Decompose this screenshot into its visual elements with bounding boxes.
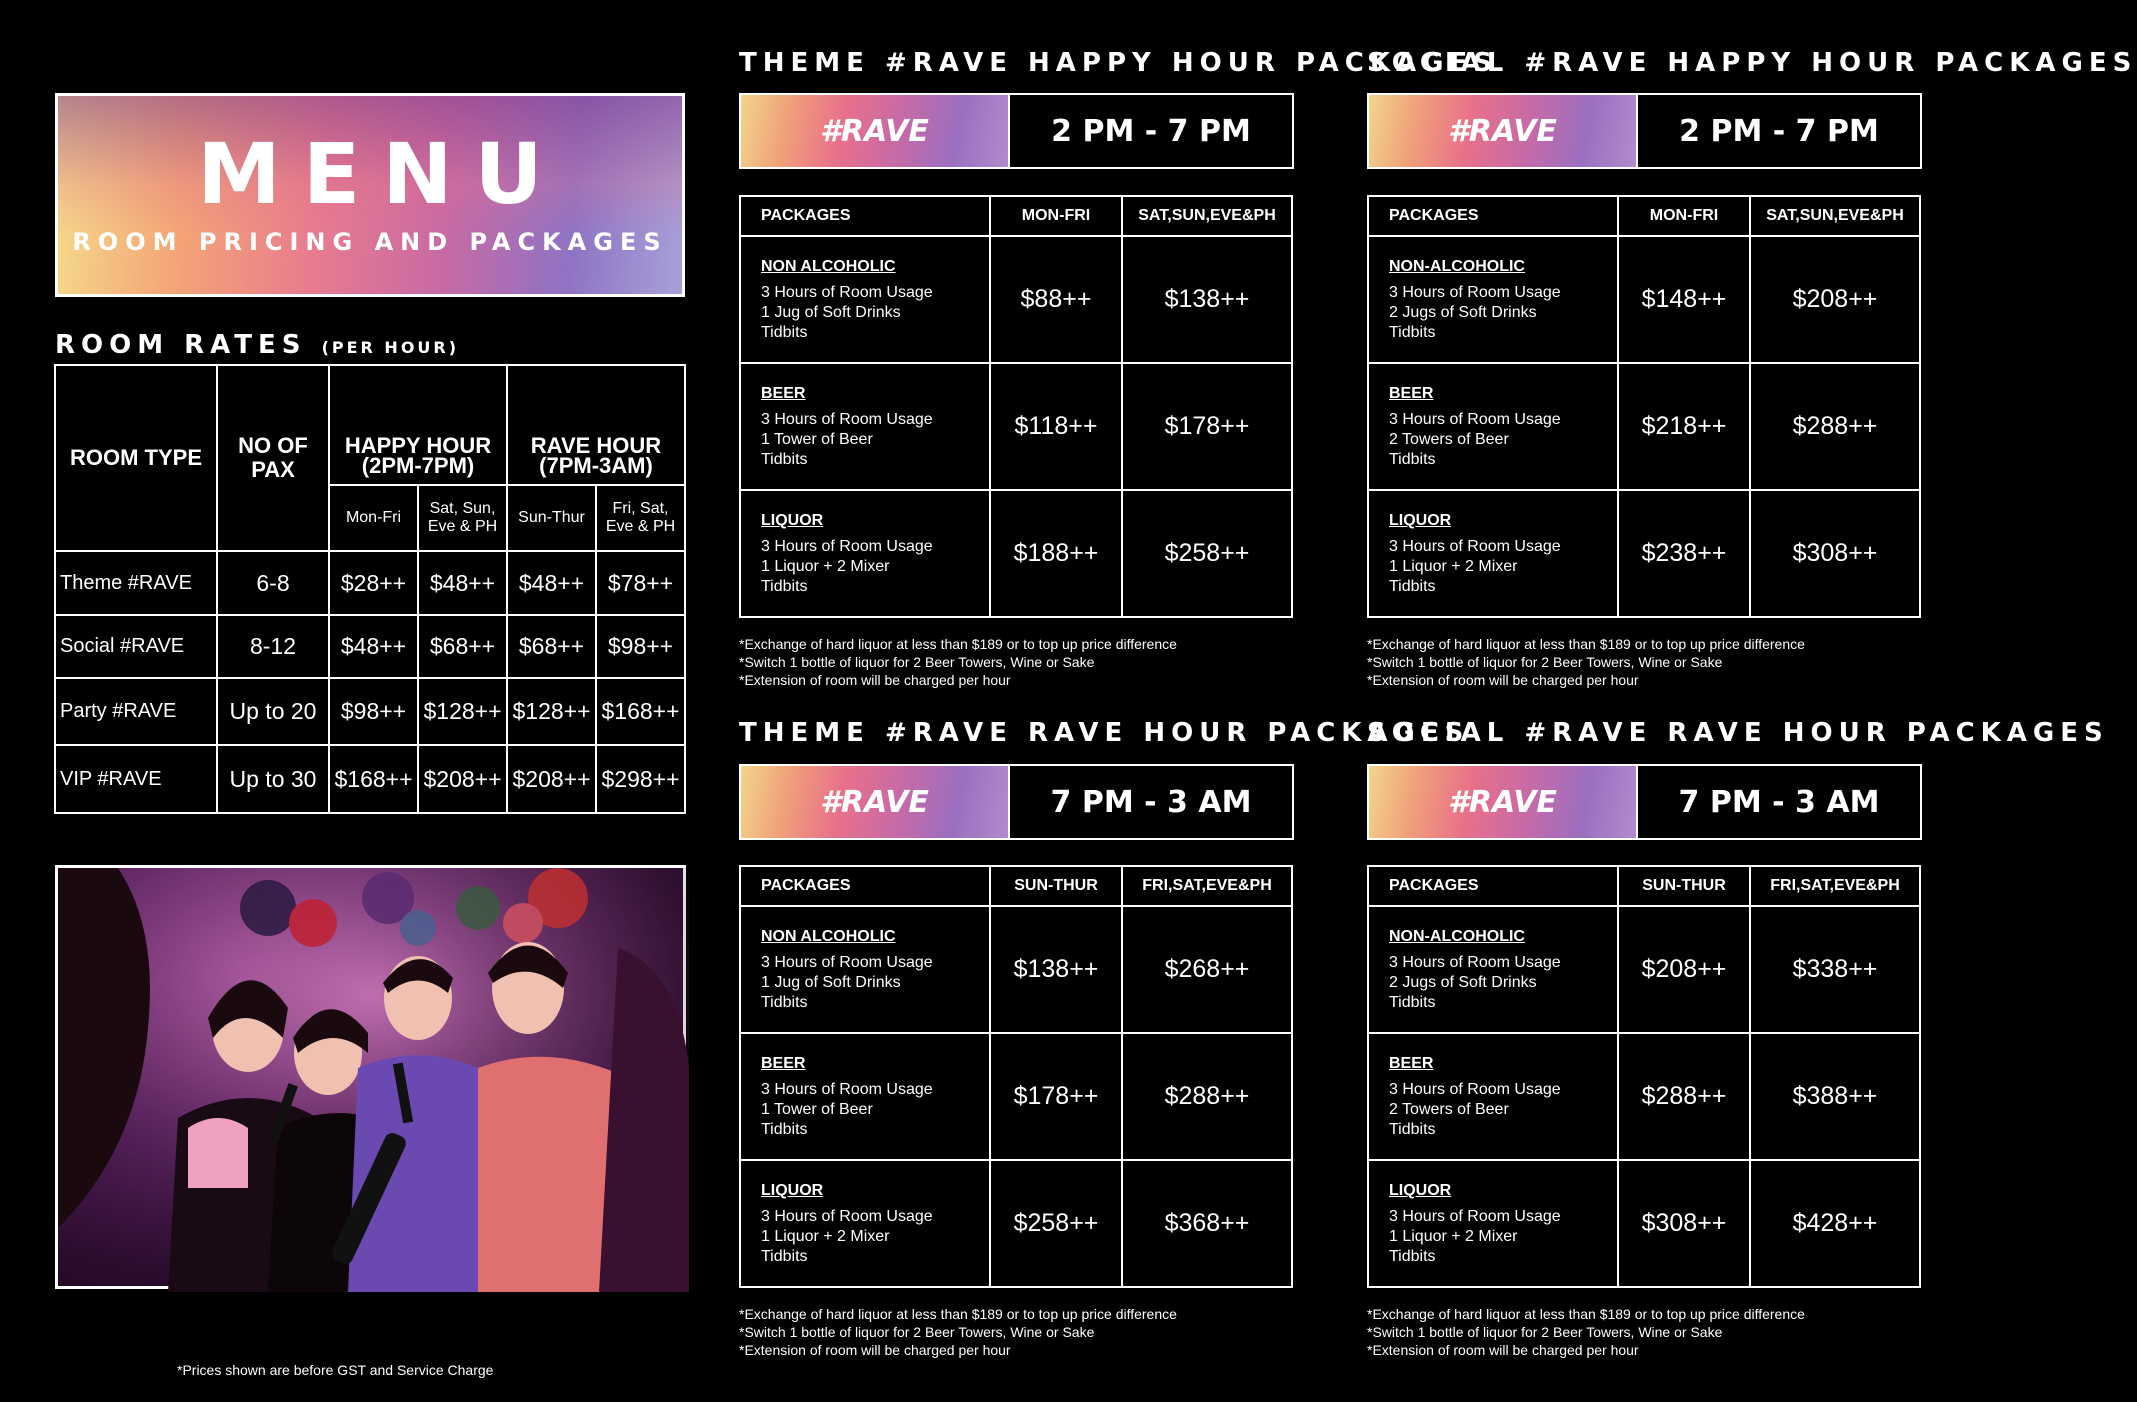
weekday-price: $238++ <box>1618 490 1750 617</box>
package-line: Tidbits <box>1389 323 1436 341</box>
package-row <box>1368 906 1920 1033</box>
package-row <box>740 490 1292 617</box>
header-weekend: FRI,SAT,EVE&PH <box>1122 866 1292 906</box>
package-heading: SOCIAL #RAVE HAPPY HOUR PACKAGES <box>1367 48 2137 78</box>
menu-banner <box>55 93 685 297</box>
package-notes <box>1367 635 1805 689</box>
package-description <box>740 1033 990 1160</box>
package-category: BEER <box>761 1054 806 1072</box>
room-rates-heading <box>55 330 459 360</box>
package-category: NON ALCOHOLIC <box>761 927 896 945</box>
package-line: Tidbits <box>1389 450 1436 468</box>
package-description <box>740 906 990 1033</box>
rave-tag: #RAVE <box>741 95 1008 167</box>
package-line: 3 Hours of Room Usage <box>1389 537 1561 555</box>
package-line: Tidbits <box>761 577 808 595</box>
package-line: 3 Hours of Room Usage <box>1389 283 1561 301</box>
room-rates-table <box>54 364 686 814</box>
rave-hour-weekend-price: $98++ <box>596 615 685 678</box>
weekend-price: $288++ <box>1122 1033 1292 1160</box>
sub-sat-sun: Sat, Sun, Eve & PH <box>418 485 507 551</box>
weekend-price: $428++ <box>1750 1160 1920 1287</box>
package-note: *Extension of room will be charged per hour <box>1367 1342 1639 1358</box>
package-description <box>1368 1160 1618 1287</box>
time-banner <box>1367 93 1922 169</box>
package-note: *Extension of room will be charged per hour <box>739 1342 1011 1358</box>
happy-hour-weekend-price: $48++ <box>418 551 507 615</box>
sub-sun-thur: Sun-Thur <box>507 485 596 551</box>
header-packages: PACKAGES <box>740 866 990 906</box>
header-room-type: ROOM TYPE <box>55 365 217 551</box>
package-line: Tidbits <box>761 450 808 468</box>
room-rate-row <box>55 745 685 813</box>
weekend-price: $268++ <box>1122 906 1292 1033</box>
package-description <box>1368 906 1618 1033</box>
package-line: 3 Hours of Room Usage <box>761 537 933 555</box>
header-weekday: MON-FRI <box>990 196 1122 236</box>
time-range: 7 PM - 3 AM <box>1008 766 1292 838</box>
package-line: Tidbits <box>761 993 808 1011</box>
package-line: 2 Jugs of Soft Drinks <box>1389 973 1537 991</box>
weekday-price: $178++ <box>990 1033 1122 1160</box>
rave-hour-weekend-price: $168++ <box>596 678 685 745</box>
package-description <box>1368 1033 1618 1160</box>
package-row <box>740 236 1292 363</box>
weekend-price: $338++ <box>1750 906 1920 1033</box>
package-notes <box>1367 1305 1805 1359</box>
package-note: *Exchange of hard liquor at less than $189 or to top up price difference <box>739 1306 1177 1322</box>
package-note: *Extension of room will be charged per hour <box>1367 672 1639 688</box>
package-line: Tidbits <box>1389 1120 1436 1138</box>
package-line: 3 Hours of Room Usage <box>1389 1207 1561 1225</box>
package-line: 3 Hours of Room Usage <box>761 953 933 971</box>
pax-cell: 8-12 <box>217 615 329 678</box>
room-rates-note: (PER HOUR) <box>321 338 460 357</box>
room-type-cell: Theme #RAVE <box>55 551 217 615</box>
weekday-price: $258++ <box>990 1160 1122 1287</box>
happy-hour-weekend-price: $208++ <box>418 745 507 813</box>
weekend-price: $368++ <box>1122 1160 1292 1287</box>
room-rates-title: ROOM RATES <box>55 330 307 360</box>
package-note: *Exchange of hard liquor at less than $189 or to top up price difference <box>1367 1306 1805 1322</box>
package-line: 2 Jugs of Soft Drinks <box>1389 303 1537 321</box>
header-weekday: MON-FRI <box>1618 196 1750 236</box>
package-line: 3 Hours of Room Usage <box>761 410 933 428</box>
package-line: 2 Towers of Beer <box>1389 1100 1509 1118</box>
package-row <box>740 363 1292 490</box>
package-line: Tidbits <box>761 323 808 341</box>
package-line: 1 Jug of Soft Drinks <box>761 303 901 321</box>
header-pax: NO OF PAX <box>217 365 329 551</box>
room-type-cell: VIP #RAVE <box>55 745 217 813</box>
pax-cell: Up to 30 <box>217 745 329 813</box>
rave-hour-weekday-price: $208++ <box>507 745 596 813</box>
happy-hour-weekday-price: $28++ <box>329 551 418 615</box>
package-heading: THEME #RAVE HAPPY HOUR PACKAGES <box>739 48 1498 78</box>
weekday-price: $138++ <box>990 906 1122 1033</box>
package-description <box>740 236 990 363</box>
package-category: NON-ALCOHOLIC <box>1389 927 1525 945</box>
happy-hour-weekday-price: $168++ <box>329 745 418 813</box>
weekend-price: $178++ <box>1122 363 1292 490</box>
package-row <box>1368 1033 1920 1160</box>
package-line: 1 Jug of Soft Drinks <box>761 973 901 991</box>
rave-hour-label: RAVE HOUR <box>530 433 662 458</box>
time-range: 2 PM - 7 PM <box>1636 95 1920 167</box>
package-line: 1 Tower of Beer <box>761 430 873 448</box>
package-line: 3 Hours of Room Usage <box>761 1207 933 1225</box>
package-line: 1 Tower of Beer <box>761 1100 873 1118</box>
room-type-cell: Social #RAVE <box>55 615 217 678</box>
package-note: *Switch 1 bottle of liquor for 2 Beer Towers, Wine or Sake <box>1367 1324 1723 1340</box>
package-category: BEER <box>1389 1054 1434 1072</box>
happy-hour-weekday-price: $48++ <box>329 615 418 678</box>
package-category: LIQUOR <box>761 1181 824 1199</box>
price-footnote: *Prices shown are before GST and Service Charge <box>177 1362 494 1378</box>
karaoke-photo-illustration <box>58 868 689 1292</box>
package-note: *Exchange of hard liquor at less than $189 or to top up price difference <box>739 636 1177 652</box>
package-row <box>1368 236 1920 363</box>
weekday-price: $88++ <box>990 236 1122 363</box>
weekend-price: $308++ <box>1750 490 1920 617</box>
package-row <box>740 906 1292 1033</box>
package-line: 1 Liquor + 2 Mixer <box>1389 557 1518 575</box>
happy-hour-label: HAPPY HOUR <box>344 433 492 458</box>
rave-hour-weekday-price: $48++ <box>507 551 596 615</box>
weekend-price: $288++ <box>1750 363 1920 490</box>
package-row <box>740 1160 1292 1287</box>
rave-hour-weekend-price: $78++ <box>596 551 685 615</box>
package-line: 1 Liquor + 2 Mixer <box>1389 1227 1518 1245</box>
weekday-price: $208++ <box>1618 906 1750 1033</box>
package-note: *Switch 1 bottle of liquor for 2 Beer Towers, Wine or Sake <box>1367 654 1723 670</box>
happy-hour-weekday-price: $98++ <box>329 678 418 745</box>
package-note: *Switch 1 bottle of liquor for 2 Beer Towers, Wine or Sake <box>739 1324 1095 1340</box>
package-line: 1 Liquor + 2 Mixer <box>761 1227 890 1245</box>
package-description <box>1368 363 1618 490</box>
rave-hour-weekday-price: $128++ <box>507 678 596 745</box>
package-notes <box>739 1305 1177 1359</box>
time-banner <box>1367 764 1922 840</box>
rave-tag: #RAVE <box>1369 95 1636 167</box>
rave-tag: #RAVE <box>1369 766 1636 838</box>
package-line: Tidbits <box>1389 577 1436 595</box>
weekday-price: $218++ <box>1618 363 1750 490</box>
package-row <box>1368 1160 1920 1287</box>
package-line: Tidbits <box>1389 993 1436 1011</box>
sub-mon-fri: Mon-Fri <box>329 485 418 551</box>
room-rate-row <box>55 615 685 678</box>
header-weekday: SUN-THUR <box>990 866 1122 906</box>
rave-hour-weekday-price: $68++ <box>507 615 596 678</box>
package-description <box>740 363 990 490</box>
menu-subtitle: ROOM PRICING AND PACKAGES <box>72 228 668 256</box>
package-line: Tidbits <box>761 1247 808 1265</box>
package-line: 3 Hours of Room Usage <box>1389 1080 1561 1098</box>
package-category: NON ALCOHOLIC <box>761 257 896 275</box>
package-category: BEER <box>1389 384 1434 402</box>
package-category: LIQUOR <box>761 511 824 529</box>
header-packages: PACKAGES <box>740 196 990 236</box>
package-row <box>1368 363 1920 490</box>
header-packages: PACKAGES <box>1368 196 1618 236</box>
package-table <box>1367 865 1921 1288</box>
package-line: 3 Hours of Room Usage <box>1389 410 1561 428</box>
time-banner <box>739 764 1294 840</box>
package-description <box>1368 236 1618 363</box>
room-rate-row <box>55 551 685 615</box>
weekday-price: $188++ <box>990 490 1122 617</box>
package-category: BEER <box>761 384 806 402</box>
package-category: LIQUOR <box>1389 1181 1452 1199</box>
header-rave-hour <box>507 365 685 485</box>
weekend-price: $258++ <box>1122 490 1292 617</box>
menu-title: MENU <box>197 125 565 223</box>
happy-hour-weekend-price: $68++ <box>418 615 507 678</box>
header-packages: PACKAGES <box>1368 866 1618 906</box>
room-type-cell: Party #RAVE <box>55 678 217 745</box>
package-heading: SOCIAL #RAVE RAVE HOUR PACKAGES <box>1367 718 2109 748</box>
package-category: LIQUOR <box>1389 511 1452 529</box>
room-rate-row <box>55 678 685 745</box>
weekday-price: $148++ <box>1618 236 1750 363</box>
pax-cell: 6-8 <box>217 551 329 615</box>
header-weekday: SUN-THUR <box>1618 866 1750 906</box>
package-table <box>739 865 1293 1288</box>
package-category: NON-ALCOHOLIC <box>1389 257 1525 275</box>
package-row <box>740 1033 1292 1160</box>
rave-hour-weekend-price: $298++ <box>596 745 685 813</box>
package-description <box>1368 490 1618 617</box>
rave-hour-time: (7PM-3AM) <box>539 453 653 478</box>
package-line: 1 Liquor + 2 Mixer <box>761 557 890 575</box>
header-weekend: FRI,SAT,EVE&PH <box>1750 866 1920 906</box>
weekend-price: $388++ <box>1750 1033 1920 1160</box>
package-note: *Exchange of hard liquor at less than $189 or to top up price difference <box>1367 636 1805 652</box>
weekend-price: $208++ <box>1750 236 1920 363</box>
package-table <box>739 195 1293 618</box>
package-line: 3 Hours of Room Usage <box>1389 953 1561 971</box>
weekday-price: $118++ <box>990 363 1122 490</box>
time-banner <box>739 93 1294 169</box>
header-happy-hour <box>329 365 507 485</box>
header-weekend: SAT,SUN,EVE&PH <box>1122 196 1292 236</box>
weekday-price: $288++ <box>1618 1033 1750 1160</box>
header-weekend: SAT,SUN,EVE&PH <box>1750 196 1920 236</box>
happy-hour-time: (2PM-7PM) <box>361 453 475 478</box>
package-line: 2 Towers of Beer <box>1389 430 1509 448</box>
package-row <box>1368 490 1920 617</box>
happy-hour-weekend-price: $128++ <box>418 678 507 745</box>
weekend-price: $138++ <box>1122 236 1292 363</box>
weekday-price: $308++ <box>1618 1160 1750 1287</box>
package-heading: THEME #RAVE RAVE HOUR PACKAGES <box>739 718 1470 748</box>
time-range: 2 PM - 7 PM <box>1008 95 1292 167</box>
package-table <box>1367 195 1921 618</box>
karaoke-photo <box>55 865 686 1289</box>
package-description <box>740 1160 990 1287</box>
package-line: Tidbits <box>1389 1247 1436 1265</box>
package-note: *Switch 1 bottle of liquor for 2 Beer Towers, Wine or Sake <box>739 654 1095 670</box>
package-line: 3 Hours of Room Usage <box>761 283 933 301</box>
package-notes <box>739 635 1177 689</box>
package-line: 3 Hours of Room Usage <box>761 1080 933 1098</box>
package-description <box>740 490 990 617</box>
package-note: *Extension of room will be charged per hour <box>739 672 1011 688</box>
time-range: 7 PM - 3 AM <box>1636 766 1920 838</box>
rave-tag: #RAVE <box>741 766 1008 838</box>
pax-cell: Up to 20 <box>217 678 329 745</box>
sub-fri-sat: Fri, Sat, Eve & PH <box>596 485 685 551</box>
package-line: Tidbits <box>761 1120 808 1138</box>
